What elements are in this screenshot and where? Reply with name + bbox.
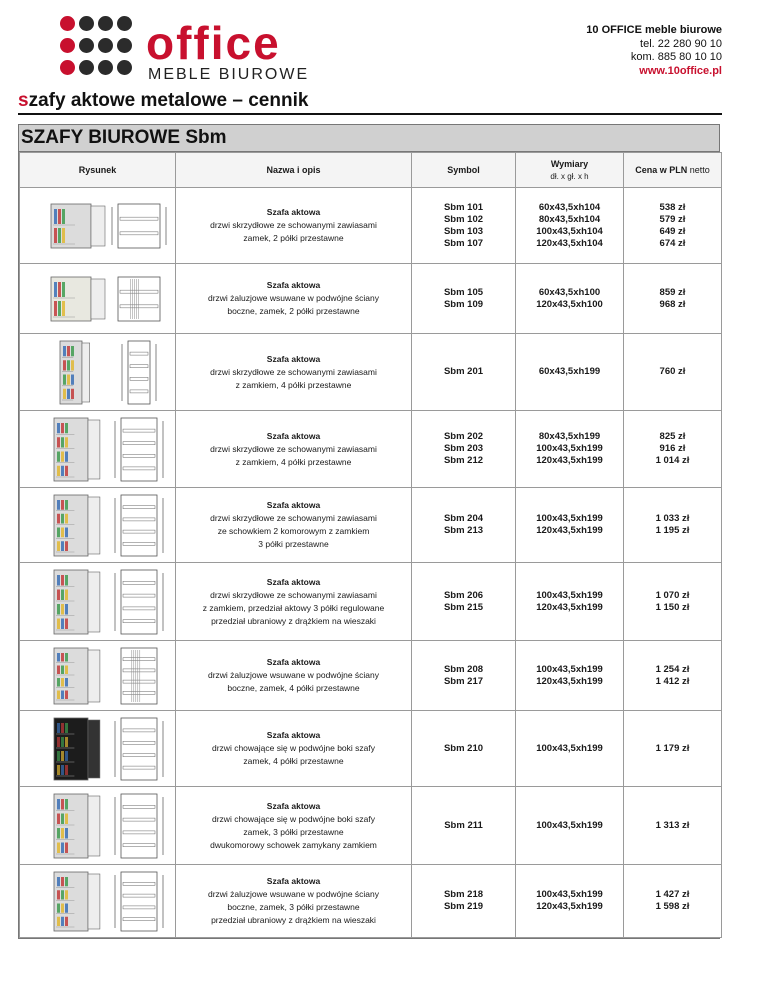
product-price-list: [624, 664, 721, 688]
header-cena-label: Cena w PLN: [635, 165, 688, 175]
symbol-cell: [412, 264, 516, 334]
product-description-line: z zamkiem, 4 półki przestawne: [235, 456, 352, 467]
black-pocket-door-cabinet-icon: [20, 711, 176, 787]
symbol-cell: [412, 411, 516, 488]
product-price: 825 zł: [659, 431, 686, 442]
contact-company: 10 OFFICE meble biurowe: [586, 24, 722, 36]
product-description-line: zamek, 2 półki przestawne: [243, 233, 344, 243]
product-price: 1 412 zł: [655, 675, 690, 687]
product-symbol: Sbm 107: [443, 237, 484, 249]
dimensions-cell: [516, 563, 624, 641]
product-description-line-list: [179, 813, 408, 852]
product-description: [176, 563, 412, 641]
product-price: 538 zł: [659, 201, 686, 213]
product-description: [176, 188, 412, 264]
product-symbol: Sbm 101: [443, 201, 484, 213]
product-description: [176, 711, 412, 787]
product-price: 1 014 zł: [655, 455, 690, 466]
product-price-list: [624, 287, 721, 311]
product-description-line: boczne, zamek, 4 półki przestawne: [227, 683, 360, 693]
table-row: [20, 488, 722, 563]
symbol-cell: [412, 563, 516, 641]
table-row: [20, 787, 722, 865]
price-table: [19, 152, 722, 938]
product-description-line-list: [179, 292, 408, 318]
product-description-line-list: [179, 888, 408, 927]
product-description-line: drzwi chowające się w podwójne boki szafy: [212, 813, 375, 824]
product-description: [176, 411, 412, 488]
product-price: 1 033 zł: [655, 513, 690, 524]
table-header-row: [20, 153, 722, 188]
product-symbol: Sbm 212: [443, 455, 484, 466]
product-description: [176, 787, 412, 865]
logo-dot: [117, 16, 132, 31]
table-body: [20, 188, 722, 938]
product-price: 968 zł: [659, 298, 686, 310]
dimensions-cell: [516, 411, 624, 488]
table-row: [20, 188, 722, 264]
product-dimensions: 120x43,5xh100: [536, 298, 603, 310]
header-cena: [624, 153, 722, 188]
page-title-first-letter: s: [18, 90, 29, 111]
header-rysunek: Rysunek: [20, 153, 176, 188]
product-price: 1 427 zł: [655, 889, 690, 900]
product-symbol-list: [412, 664, 515, 688]
product-price-list: [624, 820, 721, 832]
product-description-line-list: [179, 669, 408, 695]
logo-dot: [60, 60, 75, 75]
product-symbol: Sbm 206: [443, 589, 484, 601]
price-cell: [624, 865, 722, 938]
symbol-cell: [412, 641, 516, 711]
product-dimensions: 100x43,5xh199: [536, 663, 603, 675]
product-name: Szafa aktowa: [266, 430, 321, 441]
contact-block: [586, 24, 722, 78]
product-symbol-list: [412, 590, 515, 614]
tall-tambour-cabinet-icon: [20, 641, 176, 711]
product-name: Szafa aktowa: [266, 657, 321, 667]
heading-divider: [18, 113, 722, 115]
tambour-wardrobe-cabinet-icon: [20, 865, 176, 938]
dimensions-cell: [516, 488, 624, 563]
product-price: 649 zł: [659, 225, 686, 237]
product-dimensions: 120x43,5xh199: [536, 601, 603, 613]
dimensions-cell: [516, 188, 624, 264]
product-description-line: boczne, zamek, 2 półki przestawne: [227, 306, 360, 316]
product-name: Szafa aktowa: [266, 576, 321, 587]
product-dimensions-list: [516, 431, 623, 467]
product-symbol-list: [412, 889, 515, 913]
product-price: 579 zł: [659, 213, 686, 225]
price-list-section: [18, 124, 720, 939]
product-description: [176, 264, 412, 334]
product-name: Szafa aktowa: [266, 207, 321, 217]
product-price: 1 150 zł: [655, 601, 690, 613]
product-description-line: z zamkiem, 4 półki przestawne: [235, 379, 352, 390]
page-title: [18, 90, 308, 112]
price-cell: [624, 188, 722, 264]
dimensions-cell: [516, 711, 624, 787]
product-description-line: drzwi skrzydłowe ze schowanymi zawiasami: [210, 513, 377, 523]
product-price: 1 254 zł: [655, 663, 690, 675]
price-cell: [624, 334, 722, 411]
product-description-line: drzwi żaluzjowe wsuwane w podwójne ściany: [207, 670, 380, 680]
product-name: Szafa aktowa: [266, 800, 321, 811]
product-dimensions: 60x43,5xh100: [538, 286, 601, 298]
product-symbol: Sbm 210: [443, 742, 484, 754]
product-symbol: Sbm 217: [443, 675, 484, 687]
product-price-list: [624, 889, 721, 913]
symbol-cell: [412, 711, 516, 787]
product-price-list: [624, 513, 721, 537]
product-description-line: drzwi żaluzjowe wsuwane w podwójne ściany: [207, 889, 380, 899]
product-description-line: drzwi skrzydłowe ze schowanymi zawiasami: [210, 589, 377, 600]
product-symbol: Sbm 211: [444, 819, 483, 831]
product-symbol: Sbm 204: [443, 513, 484, 524]
price-cell: [624, 264, 722, 334]
product-symbol: Sbm 201: [443, 366, 484, 377]
product-dimensions: 120x43,5xh199: [536, 525, 603, 536]
logo-dot: [79, 38, 94, 53]
section-title: SZAFY BIUROWE Sbm: [19, 125, 719, 152]
header-nazwa: Nazwa i opis: [176, 153, 412, 188]
product-name: Szafa aktowa: [266, 500, 321, 510]
product-dimensions-list: [516, 513, 623, 537]
table-row: [20, 641, 722, 711]
product-price-list: [624, 366, 721, 378]
product-symbol: Sbm 103: [443, 225, 484, 237]
product-price-list: [624, 202, 721, 250]
product-price-list: [624, 743, 721, 755]
pocket-door-cabinet-icon: [20, 787, 176, 865]
product-symbol: Sbm 102: [443, 213, 484, 225]
product-symbol: Sbm 213: [443, 525, 484, 536]
product-description-line: dwukomorowy schowek zamykany zamkiem: [210, 839, 377, 850]
price-cell: [624, 641, 722, 711]
page-title-rest: zafy aktowe metalowe – cennik: [28, 90, 309, 111]
logo-dot: [98, 38, 113, 53]
product-price: 859 zł: [659, 286, 686, 298]
product-description-line: zamek, 3 półki przestawne: [243, 826, 344, 837]
logo-dot: [60, 16, 75, 31]
two-door-cabinet-icon: [20, 188, 176, 264]
header-wymiary-label: Wymiary: [550, 159, 589, 169]
product-dimensions: 100x43,5xh199: [536, 742, 603, 754]
price-cell: [624, 488, 722, 563]
header-wymiary: [516, 153, 624, 188]
logo-dots-icon: [60, 16, 140, 82]
product-symbol: Sbm 208: [443, 663, 484, 675]
product-name: Szafa aktowa: [266, 876, 321, 886]
product-symbol-list: [412, 202, 515, 250]
product-price: 1 179 zł: [655, 742, 690, 754]
logo-dot: [79, 16, 94, 31]
product-symbol-list: [412, 287, 515, 311]
price-cell: [624, 711, 722, 787]
product-dimensions: 120x43,5xh104: [536, 237, 603, 249]
logo-dot: [60, 38, 75, 53]
product-dimensions: 100x43,5xh199: [536, 819, 603, 831]
header-wymiary-sub: dł. x gł. x h: [550, 172, 589, 181]
dimensions-cell: [516, 334, 624, 411]
dimensions-cell: [516, 787, 624, 865]
product-symbol-list: [412, 743, 515, 755]
logo-dot: [117, 38, 132, 53]
dimensions-cell: [516, 264, 624, 334]
product-description-line: ze schowkiem 2 komorowym z zamkiem: [217, 526, 370, 536]
product-description-line: przedział ubraniowy z drążkiem na wieszaki: [211, 915, 376, 925]
product-dimensions-list: [516, 202, 623, 250]
product-symbol: Sbm 203: [443, 443, 484, 454]
cabinet-with-wardrobe-icon: [20, 563, 176, 641]
product-symbol-list: [412, 431, 515, 467]
product-description: [176, 488, 412, 563]
company-logo: [60, 16, 350, 86]
tall-two-door-cabinet-icon: [20, 411, 176, 488]
product-description-line: boczne, zamek, 3 półki przestawne: [227, 902, 360, 912]
product-symbol-list: [412, 366, 515, 378]
product-price: 1 195 zł: [655, 525, 690, 536]
product-description-line: drzwi żaluzjowe wsuwane w podwójne ściany: [207, 293, 380, 303]
contact-website-link[interactable]: www.10office.pl: [639, 64, 722, 77]
product-price-list: [624, 590, 721, 614]
product-symbol: Sbm 109: [443, 298, 484, 310]
product-symbol: Sbm 219: [443, 901, 484, 912]
product-dimensions-list: [516, 889, 623, 913]
product-name: Szafa aktowa: [266, 730, 321, 740]
price-cell: [624, 787, 722, 865]
product-dimensions-list: [516, 590, 623, 614]
product-symbol-list: [412, 820, 515, 832]
dimensions-cell: [516, 641, 624, 711]
product-description-line-list: [179, 742, 408, 768]
product-price: 916 zł: [659, 443, 686, 454]
table-row: [20, 411, 722, 488]
product-symbol: Sbm 215: [443, 601, 484, 613]
dimensions-cell: [516, 865, 624, 938]
product-price: 1 313 zł: [655, 819, 690, 831]
product-symbol: Sbm 218: [443, 889, 484, 900]
product-dimensions: 80x43,5xh104: [538, 213, 601, 225]
cabinet-with-compartment-icon: [20, 488, 176, 563]
symbol-cell: [412, 865, 516, 938]
product-symbol: Sbm 202: [443, 431, 484, 442]
product-description-line-list: [179, 219, 408, 245]
product-dimensions: 100x43,5xh199: [536, 443, 603, 454]
product-dimensions: 120x43,5xh199: [536, 455, 603, 466]
tall-single-door-cabinet-icon: [20, 334, 176, 411]
product-dimensions: 80x43,5xh199: [538, 431, 601, 442]
product-dimensions: 100x43,5xh199: [536, 589, 603, 601]
product-price-list: [624, 431, 721, 467]
product-description-line: drzwi skrzydłowe ze schowanymi zawiasami: [210, 220, 377, 230]
product-description-line-list: [179, 589, 408, 628]
product-description: [176, 334, 412, 411]
table-row: [20, 711, 722, 787]
product-description-line-list: [179, 512, 408, 551]
price-cell: [624, 411, 722, 488]
price-cell: [624, 563, 722, 641]
logo-dot: [98, 16, 113, 31]
logo-subtitle: MEBLE BIUROWE: [148, 66, 310, 83]
contact-mobile: kom. 885 80 10 10: [630, 51, 722, 63]
logo-word: office: [146, 17, 281, 69]
product-dimensions: 120x43,5xh199: [536, 901, 603, 912]
table-row: [20, 264, 722, 334]
product-dimensions: 100x43,5xh104: [536, 225, 603, 237]
product-dimensions-list: [516, 743, 623, 755]
product-description-line-list: [179, 443, 408, 469]
product-description-line: drzwi skrzydłowe ze schowanymi zawiasami: [210, 366, 377, 377]
symbol-cell: [412, 787, 516, 865]
product-dimensions: 60x43,5xh104: [538, 201, 601, 213]
product-price: 1 598 zł: [655, 901, 690, 912]
product-dimensions-list: [516, 820, 623, 832]
header-cena-sub: netto: [689, 165, 710, 175]
logo-dot: [98, 60, 113, 75]
product-name: Szafa aktowa: [266, 353, 321, 364]
symbol-cell: [412, 188, 516, 264]
logo-dot: [79, 60, 94, 75]
tambour-cabinet-icon: [20, 264, 176, 334]
product-dimensions-list: [516, 664, 623, 688]
product-price: 674 zł: [659, 237, 686, 249]
product-description-line-list: [179, 366, 408, 392]
product-dimensions: 100x43,5xh199: [536, 513, 603, 524]
table-row: [20, 865, 722, 938]
product-description: [176, 865, 412, 938]
product-price: 1 070 zł: [655, 589, 690, 601]
product-dimensions-list: [516, 287, 623, 311]
product-description-line: przedział ubraniowy z drążkiem na wieszaki: [211, 615, 376, 626]
symbol-cell: [412, 488, 516, 563]
logo-dot: [117, 60, 132, 75]
product-description-line: zamek, 4 półki przestawne: [243, 756, 344, 766]
table-row: [20, 563, 722, 641]
product-dimensions: 60x43,5xh199: [538, 366, 601, 377]
product-description-line: drzwi chowające się w podwójne boki szafy: [212, 743, 375, 753]
product-description: [176, 641, 412, 711]
product-symbol: Sbm 105: [443, 286, 484, 298]
header-symbol: Symbol: [412, 153, 516, 188]
product-dimensions: 120x43,5xh199: [536, 675, 603, 687]
product-description-line: z zamkiem, przedział aktowy 3 półki regulowane: [202, 602, 385, 613]
contact-phone: tel. 22 280 90 10: [640, 37, 722, 50]
symbol-cell: [412, 334, 516, 411]
product-dimensions-list: [516, 366, 623, 378]
product-name: Szafa aktowa: [266, 280, 321, 290]
product-dimensions: 100x43,5xh199: [536, 889, 603, 900]
product-description-line: 3 półki przestawne: [258, 539, 329, 549]
product-description-line: drzwi skrzydłowe ze schowanymi zawiasami: [210, 443, 377, 454]
product-symbol-list: [412, 513, 515, 537]
table-row: [20, 334, 722, 411]
product-price: 760 zł: [659, 366, 686, 377]
